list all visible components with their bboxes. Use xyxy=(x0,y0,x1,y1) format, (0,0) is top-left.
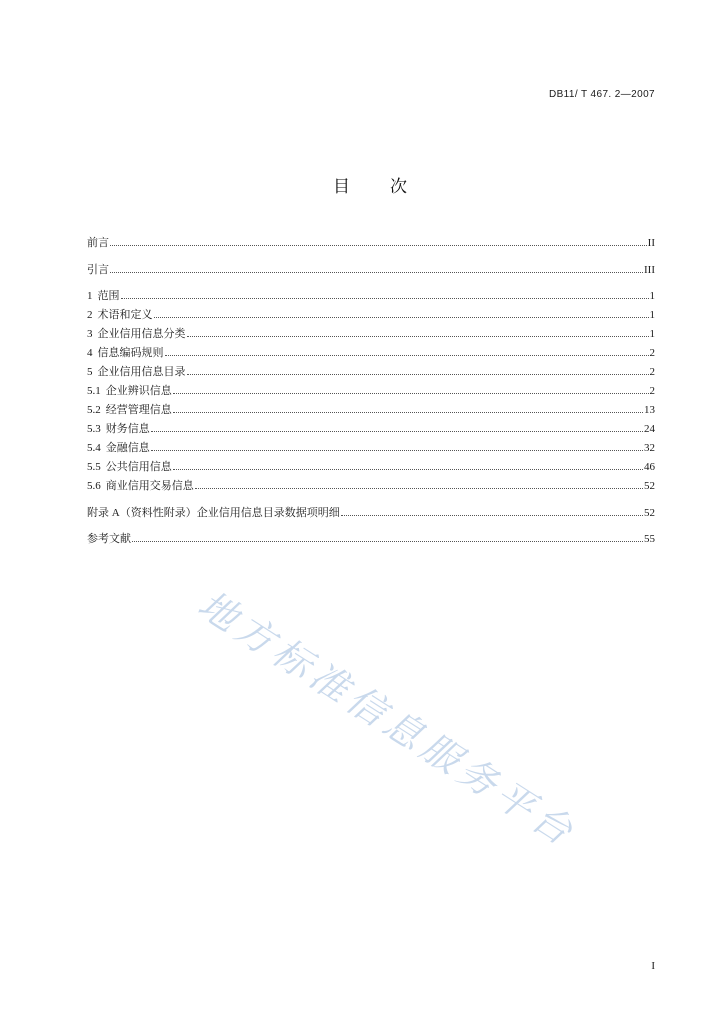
toc-entry-catalog[interactable] xyxy=(87,363,655,382)
toc-entry-coding-rules[interactable] xyxy=(87,344,655,363)
dot-leader xyxy=(195,488,643,489)
toc-entry-page: 2 xyxy=(649,366,655,378)
dot-leader xyxy=(110,272,643,273)
toc-entry-page: III xyxy=(644,263,655,276)
page-title: 目 次 xyxy=(333,177,409,196)
toc-entry-title: 术语和定义 xyxy=(97,309,153,321)
toc-entry-page: 55 xyxy=(644,533,655,545)
toc-entry-page: 52 xyxy=(644,506,655,519)
toc-entry-scope[interactable] xyxy=(87,287,655,306)
toc-entry-number: 5 xyxy=(87,366,93,378)
toc-group-references xyxy=(87,530,655,549)
toc-entry-page: II xyxy=(647,237,655,249)
toc-entry-number: 5.6 xyxy=(87,480,101,492)
dot-leader xyxy=(173,469,643,470)
toc-entry-number: 4 xyxy=(87,347,93,359)
dot-leader xyxy=(165,355,649,356)
toc-entry-title: 公共信用信息 xyxy=(105,461,172,473)
dot-leader xyxy=(154,317,649,318)
toc-entry-preface[interactable] xyxy=(87,234,655,253)
toc-group-preface xyxy=(87,234,655,253)
toc-entry-title: 参考文献 xyxy=(87,533,131,545)
toc-entry-financial[interactable] xyxy=(87,420,655,439)
dot-leader xyxy=(151,450,643,451)
toc-entry-public-credit[interactable] xyxy=(87,458,655,477)
toc-entry-page: 1 xyxy=(649,309,655,321)
toc-entry-appendix-a[interactable] xyxy=(87,504,655,523)
toc-entry-page: 1 xyxy=(649,328,655,340)
toc-entry-number: 1 xyxy=(87,290,93,302)
toc-entry-number: 5.5 xyxy=(87,461,101,473)
toc-entry-title: 附录 A（资料性附录）企业信用信息目录数据项明细 xyxy=(87,506,340,519)
toc-entry-banking[interactable] xyxy=(87,439,655,458)
toc-entry-number: 3 xyxy=(87,328,93,340)
toc-entry-page: 1 xyxy=(649,290,655,302)
toc-entry-page: 24 xyxy=(644,423,655,435)
toc-entry-title: 财务信息 xyxy=(105,423,150,435)
toc-entry-title: 金融信息 xyxy=(105,442,150,454)
toc-entry-identification[interactable] xyxy=(87,382,655,401)
dot-leader xyxy=(110,245,647,246)
toc-group-chapters xyxy=(87,287,655,496)
toc-entry-title: 信息编码规则 xyxy=(97,347,164,359)
toc-entry-number: 5.3 xyxy=(87,423,101,435)
toc-entry-page: 32 xyxy=(644,442,655,454)
standard-code-header: DB11/ T 467. 2—2007 xyxy=(548,89,655,100)
dot-leader xyxy=(173,412,643,413)
dot-leader xyxy=(341,515,643,516)
toc-entry-commercial-credit[interactable] xyxy=(87,477,655,496)
toc-entry-management[interactable] xyxy=(87,401,655,420)
toc-group-appendix xyxy=(87,504,655,523)
dot-leader xyxy=(187,374,649,375)
toc-entry-title: 企业信用信息分类 xyxy=(97,328,186,340)
toc-entry-page: 13 xyxy=(644,404,655,416)
dot-leader xyxy=(121,298,649,299)
toc-entry-introduction[interactable] xyxy=(87,261,655,280)
toc-entry-title: 引言 xyxy=(87,263,109,276)
toc-entry-title: 企业信用信息目录 xyxy=(97,366,186,378)
dot-leader xyxy=(151,431,643,432)
toc-entry-title: 前言 xyxy=(87,237,109,249)
toc-entry-page: 2 xyxy=(649,385,655,397)
table-of-contents xyxy=(87,234,655,549)
watermark: 地方标准信息服务平台 xyxy=(190,583,584,857)
toc-entry-number: 5.1 xyxy=(87,385,101,397)
toc-entry-title: 企业辨识信息 xyxy=(105,385,172,397)
dot-leader xyxy=(173,393,649,394)
toc-entry-number: 5.2 xyxy=(87,404,101,416)
toc-entry-number: 2 xyxy=(87,309,93,321)
toc-entry-title: 经营管理信息 xyxy=(105,404,172,416)
toc-entry-title: 商业信用交易信息 xyxy=(105,480,194,492)
dot-leader xyxy=(187,336,649,337)
toc-entry-number: 5.4 xyxy=(87,442,101,454)
toc-entry-terms[interactable] xyxy=(87,306,655,325)
page-number: I xyxy=(651,960,655,972)
toc-entry-page: 2 xyxy=(649,347,655,359)
toc-entry-page: 52 xyxy=(644,480,655,492)
dot-leader xyxy=(132,541,643,542)
toc-entry-page: 46 xyxy=(644,461,655,473)
toc-group-introduction xyxy=(87,261,655,280)
toc-entry-title: 范围 xyxy=(97,290,120,302)
toc-entry-references[interactable] xyxy=(87,530,655,549)
toc-entry-classification[interactable] xyxy=(87,325,655,344)
